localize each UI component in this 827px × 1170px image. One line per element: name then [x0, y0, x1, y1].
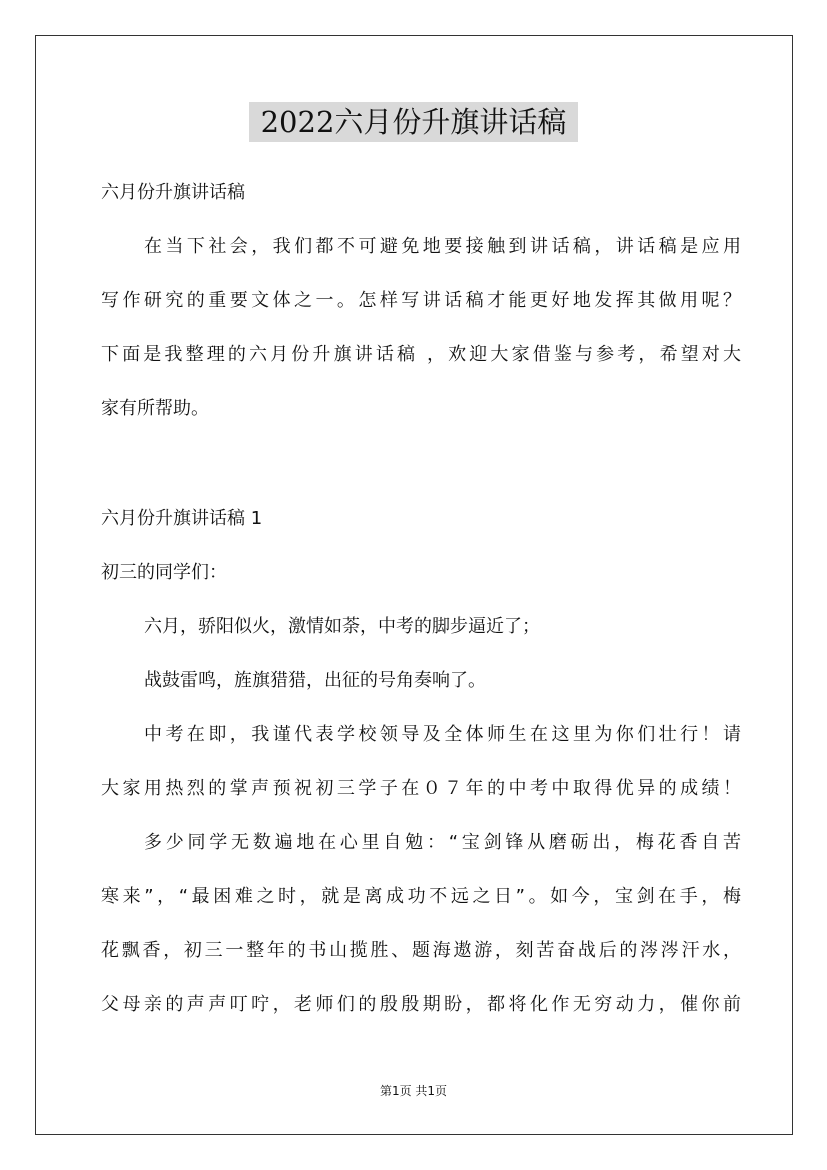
title-container: [0, 102, 827, 142]
page-footer: 第1页 共1页: [379, 1084, 448, 1098]
paragraph-line: 六月，骄阳似火，激情如荼，中考的脚步逼近了；: [144, 616, 540, 637]
paragraph-line: 家有所帮助。: [101, 398, 209, 419]
document-title: 2022六月份升旗讲话稿: [249, 102, 579, 142]
section-heading: 六月份升旗讲话稿 1: [101, 508, 263, 529]
paragraph-line: 在当下社会，我们都不可避免地要接触到讲话稿，讲话稿是应用: [144, 236, 741, 257]
paragraph-line: 花飘香，初三一整年的书山揽胜、题海遨游，刻苦奋战后的涔涔汗水，: [101, 940, 741, 961]
paragraph-line: 下面是我整理的六月份升旗讲话稿 ，欢迎大家借鉴与参考，希望对大: [101, 344, 741, 365]
paragraph-line: 多少同学无数遍地在心里自勉：“宝剑锋从磨砺出，梅花香自苦: [144, 832, 741, 853]
paragraph-line: 写作研究的重要文体之一。怎样写讲话稿才能更好地发挥其做用呢？: [101, 290, 741, 311]
paragraph-line: 寒来”，“最困难之时，就是离成功不远之日”。如今，宝剑在手，梅: [101, 886, 741, 907]
paragraph-line: 父母亲的声声叮咛，老师们的殷殷期盼，都将化作无穷动力，催你前: [101, 994, 741, 1015]
paragraph-line: 大家用热烈的掌声预祝初三学子在０７年的中考中取得优异的成绩！: [101, 778, 741, 799]
subtitle-line: 六月份升旗讲话稿: [101, 182, 245, 203]
paragraph-line: 中考在即，我谨代表学校领导及全体师生在这里为你们壮行！请: [144, 724, 741, 745]
salutation-line: 初三的同学们：: [101, 562, 227, 583]
paragraph-line: 战鼓雷鸣，旌旗猎猎，出征的号角奏响了。: [144, 670, 486, 691]
